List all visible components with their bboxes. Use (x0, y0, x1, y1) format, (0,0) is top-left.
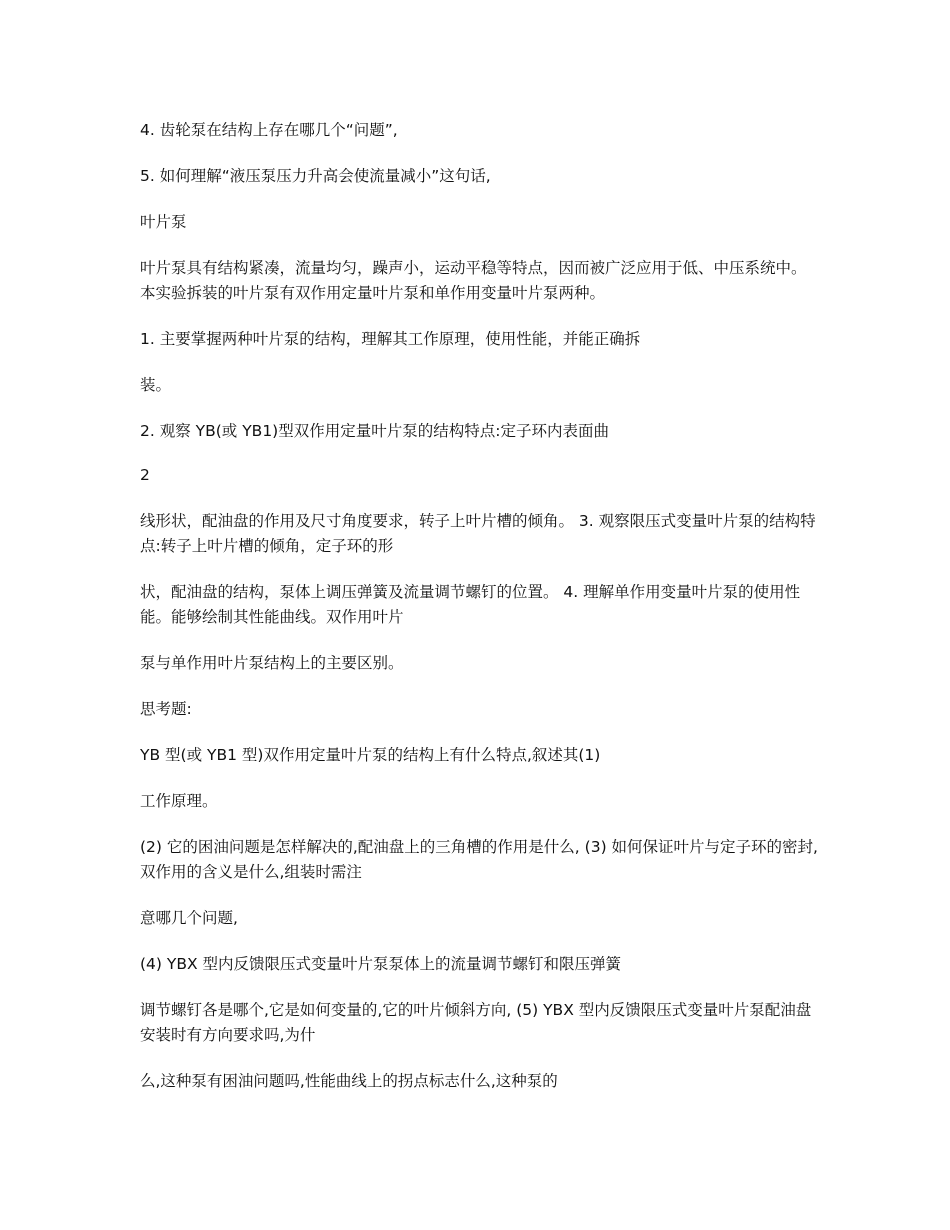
thinking-question-5-continued: 么,这种泵有困油问题吗,性能曲线上的拐点标志什么,这种泵的 (140, 1072, 558, 1090)
question-4: 4. 齿轮泵在结构上存在哪几个“问题”, (140, 121, 398, 139)
thinking-question-4-5: 调节螺钉各是哪个,它是如何变量的,它的叶片倾斜方向, (5) YBX 型内反馈限压式变量叶片泵配油盘安装时有方向要求吗,为什 (140, 1001, 812, 1044)
objective-1-continued: 装。 (140, 376, 172, 394)
objective-2-3-continued: 线形状，配油盘的作用及尺寸角度要求，转子上叶片槽的倾角。 3. 观察限压式变量叶片泵的结构特点:转子上叶片槽的倾角，定子环的形 (140, 512, 816, 555)
objective-1: 1. 主要掌握两种叶片泵的结构，理解其工作原理，使用性能，并能正确拆 (140, 330, 641, 348)
questions-heading: 思考题: (140, 700, 192, 718)
thinking-question-1-continued: 工作原理。 (140, 792, 218, 810)
objective-2: 2. 观察 YB(或 YB1)型双作用定量叶片泵的结构特点:定子环内表面曲 (140, 422, 609, 440)
thinking-question-4: (4) YBX 型内反馈限压式变量叶片泵泵体上的流量调节螺钉和限压弹簧 (140, 955, 622, 973)
page-number: 2 (140, 466, 150, 484)
section-heading-vane-pump: 叶片泵 (140, 213, 187, 231)
objective-4-continued: 泵与单作用叶片泵结构上的主要区别。 (140, 654, 404, 672)
thinking-question-3-continued: 意哪几个问题, (140, 909, 238, 927)
question-5: 5. 如何理解“液压泵压力升高会使流量减小”这句话, (140, 167, 491, 185)
vane-pump-intro: 叶片泵具有结构紧凑，流量均匀，躁声小，运动平稳等特点，因而被广泛应用于低、中压系统中。本实验拆装的叶片泵有双作用定量叶片泵和单作用变量叶片泵两种。 (140, 259, 807, 302)
objective-3-4-continued: 状，配油盘的结构，泵体上调压弹簧及流量调节螺钉的位置。 4. 理解单作用变量叶片泵的使用性能。能够绘制其性能曲线。双作用叶片 (140, 583, 801, 626)
thinking-question-1: YB 型(或 YB1 型)双作用定量叶片泵的结构上有什么特点,叙述其(1) (140, 746, 601, 764)
thinking-question-2-3: (2) 它的困油问题是怎样解决的,配油盘上的三角槽的作用是什么, (3) 如何保证叶片与定子环的密封,双作用的含义是什么,组装时需注 (140, 838, 818, 881)
